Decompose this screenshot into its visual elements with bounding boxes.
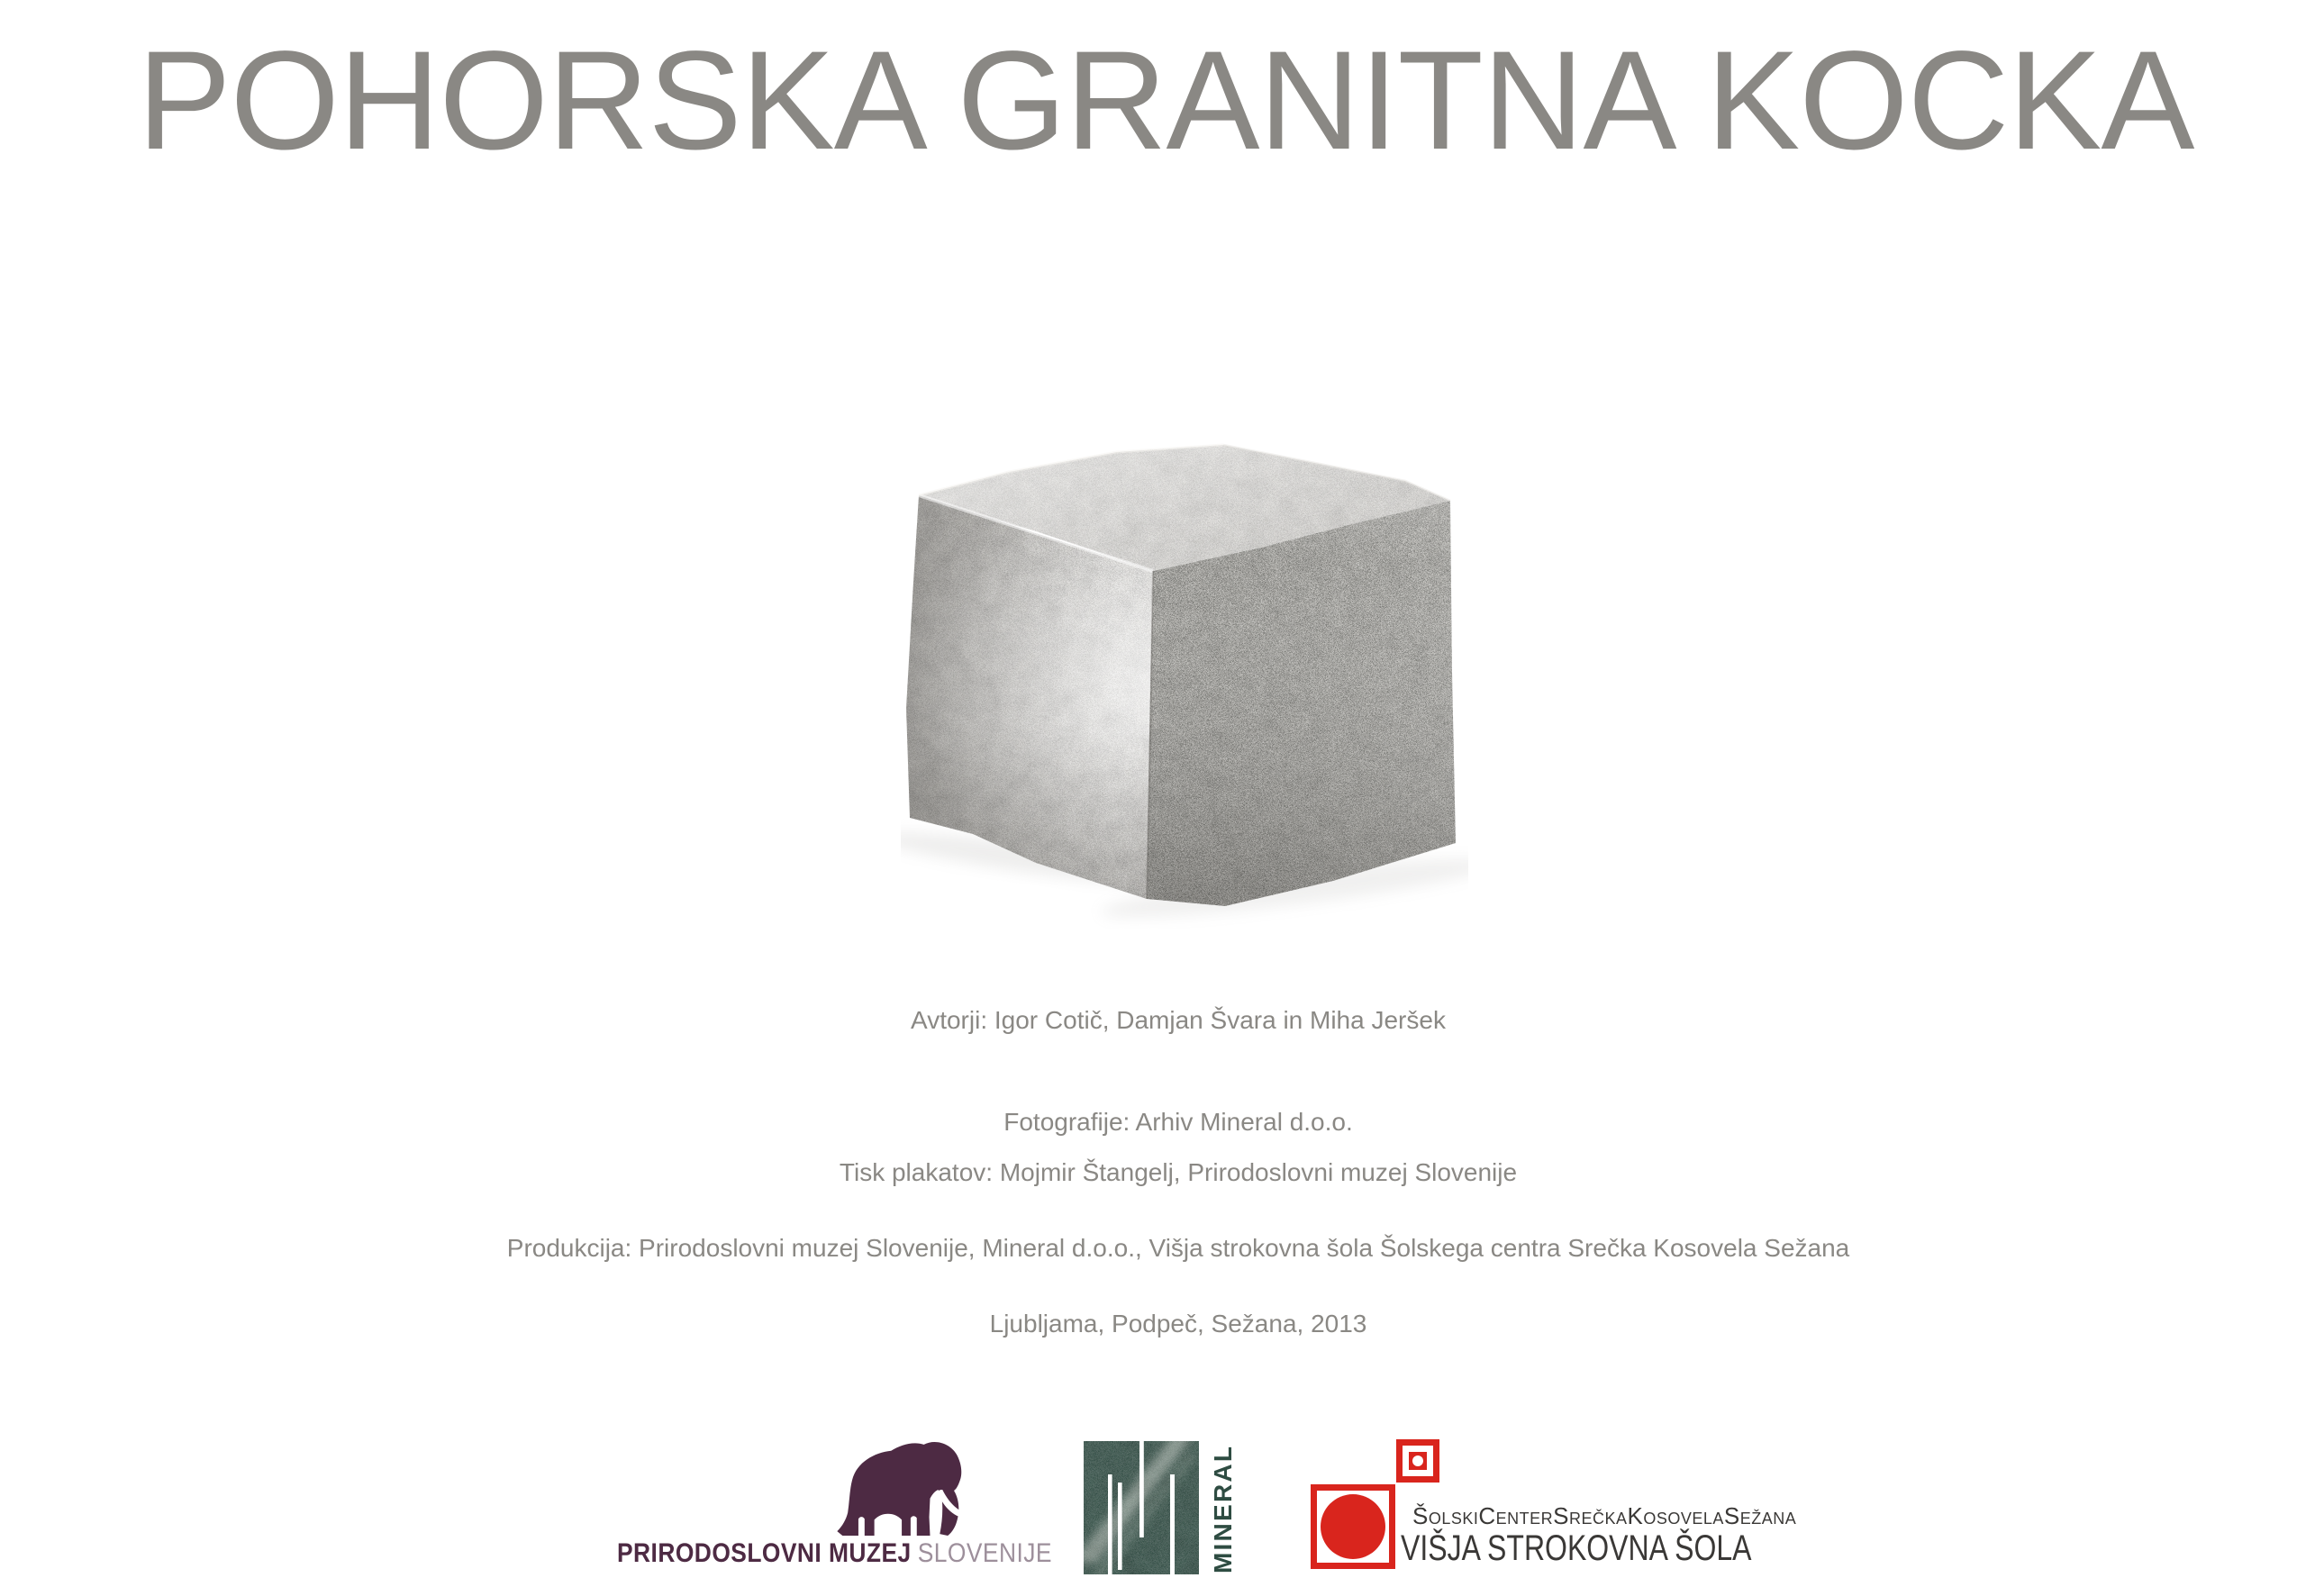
- credit-line-authors: Avtorji: Igor Cotič, Damjan Švara in Miha Jeršek: [911, 1006, 1446, 1034]
- granite-cube-photo: [901, 438, 1468, 929]
- credit-line-production: Produkcija: Prirodoslovni muzej Slovenije, Mineral d.o.o., Višja strokovna šola Šolskega centra Srečka Kosovela Sežana: [506, 1234, 1850, 1262]
- museum-name-bold: PRIRODOSLOVNI MUZEJ: [617, 1538, 912, 1568]
- museum-logo-name: [617, 1538, 1052, 1569]
- mineral-logo-label: MINERAL: [1209, 1446, 1237, 1573]
- credit-line-print: Tisk plakatov: Mojmir Štangelj, Prirodoslovni muzej Slovenije: [839, 1158, 1518, 1186]
- mineral-logo: [1084, 1441, 1239, 1574]
- school-logo: [1311, 1439, 1797, 1576]
- poster-title: POHORSKA GRANITNA KOCKA: [137, 23, 2194, 179]
- mammoth-icon: [831, 1439, 979, 1538]
- credit-line-place-year: Ljubljama, Podpeč, Sežana, 2013: [989, 1310, 1367, 1338]
- museum-name-light: SLOVENIJE: [917, 1538, 1052, 1568]
- mineral-granite-icon: [1084, 1441, 1239, 1574]
- credit-line-photography: Fotografije: Arhiv Mineral d.o.o.: [1003, 1108, 1353, 1136]
- museum-logo: [617, 1439, 1052, 1576]
- school-name: VIŠJA STROKOVNA ŠOLA: [1401, 1528, 1752, 1568]
- school-center-name: ŠolskiCenterSrečkaKosovelaSežana: [1412, 1502, 1797, 1529]
